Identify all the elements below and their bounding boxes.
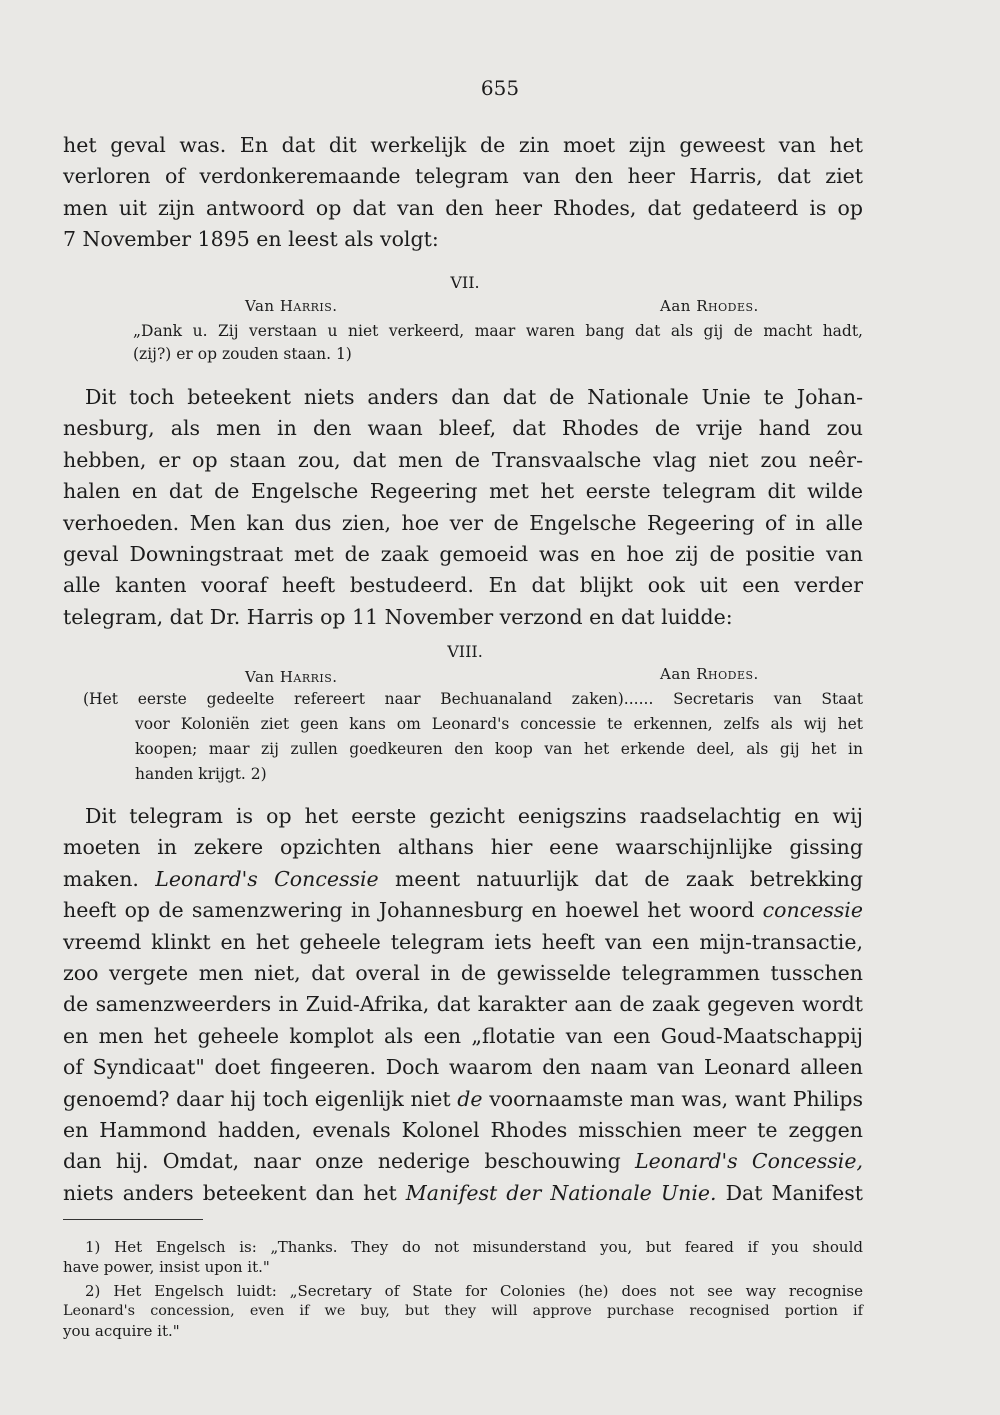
italic-text: Manifest der Nationale Unie. (405, 1180, 717, 1205)
telegram-7-text (63, 320, 863, 366)
text-line: Dit telegram is op het eerste gezicht eenigszins raadselachtig en wij (85, 804, 863, 828)
text-line: heeft op de samenzwering in Johannesburg en hoewel het woord concessie (63, 898, 863, 923)
telegram-8-text (63, 687, 863, 787)
text-line: of Syndicaat" doet fingeeren. Doch waarom den naam van Leonard alleen (63, 1055, 863, 1080)
italic-text: de (457, 1086, 483, 1111)
text-line: telegram, dat Dr. Harris op 11 November verzond en dat luidde: (63, 604, 733, 629)
telegram-7-recipient: Aan Rhodes. (660, 297, 759, 315)
text-line: koopen; maar zij zullen goedkeuren den koop van het erkende deel, als gij het in (135, 740, 863, 758)
footnote-2-line: 2) Het Engelsch luidt: „Secretary of State for Colonies (he) does not see way recognise (85, 1282, 863, 1300)
italic-text: concessie (762, 898, 863, 923)
page-number: 655 (480, 76, 520, 100)
telegram-7-sender: Van Harris. (245, 297, 338, 315)
text-line: genoemd? daar hij toch eigenlijk niet de voornaamste man was, want Philips (63, 1086, 864, 1111)
text-line: geval Downingstraat met de zaak gemoeid was en hoe zij de positie van (63, 542, 863, 567)
text-line: „Dank u. Zij verstaan u niet verkeerd, maar waren bang dat als gij de macht hadt, (133, 322, 863, 340)
italic-text: Leonard's Concessie, (635, 1149, 863, 1174)
text-line: voor Koloniën ziet geen kans om Leonard's concessie te erkennen, zelfs als wij het (135, 715, 863, 733)
text-line: 7 November 1895 en leest als volgt: (63, 227, 439, 252)
footnotes (63, 1237, 863, 1341)
text-line: de samenzweerders in Zuid-Afrika, dat karakter aan de zaak gegeven wordt (63, 992, 863, 1017)
footnote-1-line: have power, insist upon it." (63, 1258, 270, 1276)
text-line: (Het eerste gedeelte refereert naar Bechuanaland zaken)...... Secretaris van Staat (83, 690, 863, 708)
text-line: en Hammond hadden, evenals Kolonel Rhodes misschien meer te zeggen (63, 1118, 863, 1143)
footnote-1-line: 1) Het Engelsch is: „Thanks. They do not misunderstand you, but feared if you should (85, 1238, 863, 1256)
text-line: alle kanten vooraf heeft bestudeerd. En dat blijkt ook uit een verder (63, 573, 863, 598)
paragraph-3 (63, 801, 863, 1209)
text-line: nesburg, als men in den waan bleef, dat Rhodes de vrije hand zou (63, 416, 863, 441)
text-line: Dit toch beteekent niets anders dan dat de Nationale Unie te Johan- (85, 385, 863, 409)
footnote-2-line: you acquire it." (63, 1322, 180, 1340)
telegram-8-recipient: Aan Rhodes. (660, 665, 759, 683)
text-line: en men het geheele komplot als een „flotatie van een Goud-Maatschappij (63, 1023, 863, 1048)
text-line: moeten in zekere opzichten althans hier eene waarschijnlijke gissing (63, 835, 863, 860)
text-line: vreemd klinkt en het geheele telegram iets heeft van een mijn-transactie, (63, 929, 863, 954)
text-line: men uit zijn antwoord op dat van den heer Rhodes, dat gedateerd is op (63, 195, 863, 220)
telegram-7-number: VII. (450, 273, 480, 292)
text-line: handen krijgt. 2) (135, 765, 267, 783)
text-line: halen en dat de Engelsche Regeering met het eerste telegram dit wilde (63, 479, 863, 504)
telegram-8-sender: Van Harris. (245, 668, 338, 686)
text-line: verloren of verdonkeremaande telegram van den heer Harris, dat ziet (63, 164, 863, 189)
italic-text: Leonard's Concessie (155, 866, 379, 891)
text-line: zoo vergete men niet, dat overal in de gewisselde telegrammen tusschen (63, 961, 863, 986)
text-line: maken. Leonard's Concessie meent natuurlijk dat de zaak betrekking (63, 866, 864, 891)
footnote-2-line: Leonard's concession, even if we buy, but they will approve purchase recognised portion if (63, 1303, 863, 1319)
text-line: het geval was. En dat dit werkelijk de zin moet zijn geweest van het (63, 133, 863, 157)
telegram-8-number: VIII. (447, 642, 483, 661)
text-line: (zij?) er op zouden staan. 1) (133, 345, 352, 363)
paragraph-1 (63, 130, 863, 256)
text-line: verhoeden. Men kan dus zien, hoe ver de Engelsche Regeering of in alle (63, 510, 863, 535)
text-line: niets anders beteekent dan het Manifest der Nationale Unie. Dat Manifest (63, 1180, 863, 1205)
text-line: dan hij. Omdat, naar onze nederige beschouwing Leonard's Concessie, (63, 1149, 863, 1174)
text-line: hebben, er op staan zou, dat men de Transvaalsche vlag niet zou neêr- (63, 447, 863, 472)
paragraph-2 (63, 382, 863, 633)
footnote-divider (63, 1219, 203, 1220)
